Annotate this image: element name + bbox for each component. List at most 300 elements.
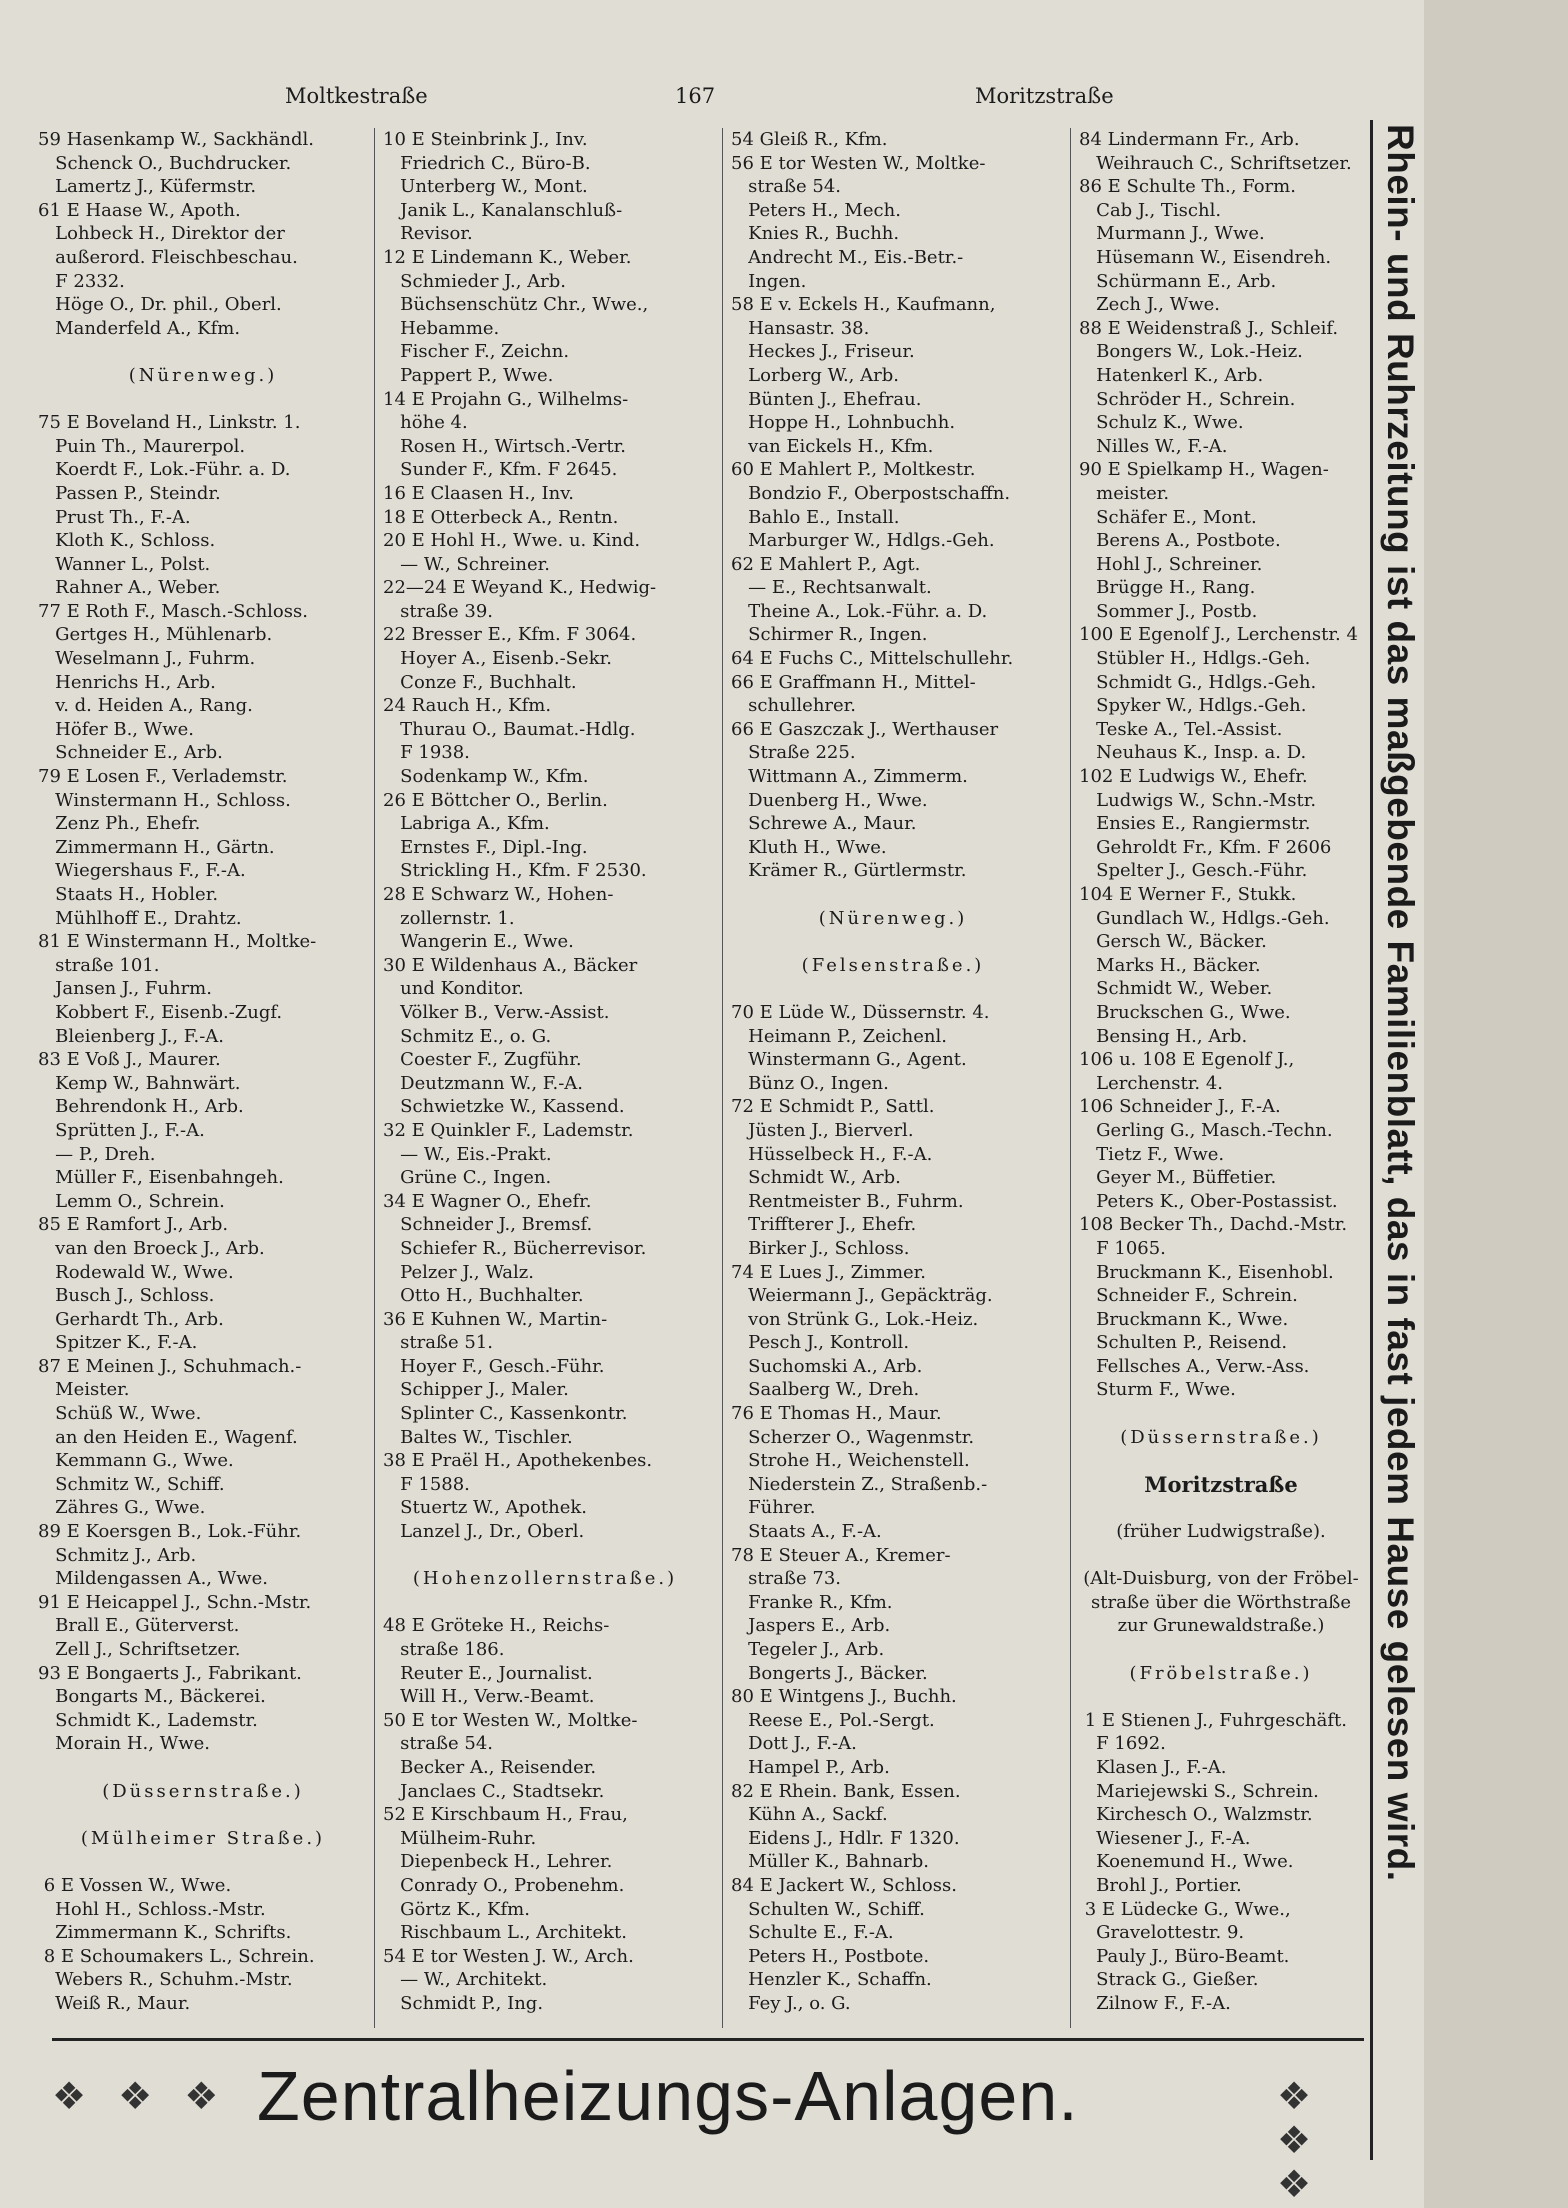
directory-entry: Teske A., Tel.-Assist. (1079, 718, 1283, 740)
directory-entry: 56 E tor Westen W., Moltke- (731, 152, 986, 174)
directory-entry: 85 E Ramfort J., Arb. (38, 1214, 229, 1236)
directory-entry: Will H., Verw.-Beamt. (383, 1686, 595, 1708)
directory-entry: v. d. Heiden A., Rang. (38, 695, 253, 717)
blank-line (38, 340, 368, 364)
directory-entry: 70 E Lüde W., Düssernstr. 4. (731, 1001, 990, 1023)
directory-entry: straße 39. (383, 600, 493, 622)
directory-entry: 8 E Schoumakers L., Schrein. (38, 1945, 315, 1967)
directory-entry: Spelter J., Gesch.-Führ. (1079, 860, 1308, 882)
directory-entry: 78 E Steuer A., Kremer- (731, 1544, 951, 1566)
directory-entry: — W., Eis.-Prakt. (383, 1143, 552, 1165)
directory-entry: Mülheim-Ruhr. (383, 1827, 537, 1849)
directory-entry: 75 E Boveland H., Linkstr. 1. (38, 412, 301, 434)
directory-entry: 66 E Gaszczak J., Werthauser (731, 718, 999, 740)
directory-entry: Thurau O., Baumat.-Hdlg. (383, 718, 636, 740)
directory-entry: Kirchesch O., Walzmstr. (1079, 1804, 1313, 1826)
directory-entry: Müller K., Bahnarb. (731, 1851, 930, 1873)
blank-line (1071, 1638, 1371, 1662)
directory-entry: Weiß R., Maur. (38, 1992, 191, 2014)
directory-entry: Bongers W., Lok.-Heiz. (1079, 341, 1303, 363)
directory-entry: Bensing H., Arb. (1079, 1025, 1248, 1047)
directory-entry: Zimmermann H., Gärtn. (38, 836, 275, 858)
directory-entry: Baltes W., Tischler. (383, 1426, 573, 1448)
blank-line (723, 883, 1063, 907)
directory-columns (38, 128, 1358, 2028)
directory-entry: Wiesener J., F.-A. (1079, 1827, 1251, 1849)
directory-entry: Fey J., o. G. (731, 1992, 851, 2014)
directory-entry: Sommer J., Postb. (1079, 600, 1258, 622)
directory-entry: Lanzel J., Dr., Oberl. (383, 1521, 585, 1543)
directory-entry: Reuter E., Journalist. (383, 1662, 593, 1684)
directory-entry: 59 Hasenkamp W., Sackhändl. (38, 129, 314, 150)
directory-entry: Jüsten J., Bierverl. (731, 1119, 914, 1141)
directory-entry: 83 E Voß J., Maurer. (38, 1049, 221, 1071)
directory-entry: Hohl J., Schreiner. (1079, 553, 1263, 575)
directory-entry: Schmidt W., Arb. (731, 1167, 901, 1189)
directory-entry: Geyer M., Büffetier. (1079, 1167, 1277, 1189)
page-edge (1424, 0, 1568, 2208)
directory-entry: Schneider E., Arb. (38, 742, 223, 764)
directory-entry: Schmitz E., o. G. (383, 1025, 552, 1047)
directory-entry: Jansen J., Fuhrm. (38, 978, 212, 1000)
directory-entry: Schneider F., Schrein. (1079, 1285, 1298, 1307)
directory-entry: Lemm O., Schrein. (38, 1190, 225, 1212)
directory-entry: 32 E Quinkler F., Lademstr. (383, 1119, 634, 1141)
blank-line (723, 930, 1063, 954)
side-banner (1370, 120, 1423, 2160)
directory-entry: 87 E Meinen J., Schuhmach.- (38, 1355, 302, 1377)
blank-line (1071, 1496, 1371, 1520)
directory-entry: Marks H., Bäcker. (1079, 954, 1261, 976)
directory-entry: Hüsselbeck H., F.-A. (731, 1143, 933, 1165)
directory-entry: Bongerts J., Bäcker. (731, 1662, 928, 1684)
directory-entry: Bünten J., Ehefrau. (731, 388, 922, 410)
directory-entry: Lohbeck H., Direktor der (38, 223, 285, 245)
directory-entry: 34 E Wagner O., Ehefr. (383, 1190, 592, 1212)
directory-entry: 91 E Heicappel J., Schn.-Mstr. (38, 1591, 312, 1613)
directory-entry: meister. (1079, 482, 1170, 504)
directory-entry: straße 101. (38, 954, 160, 976)
directory-entry: Unterberg W., Mont. (383, 176, 588, 198)
directory-entry: F 1588. (383, 1473, 470, 1495)
directory-entry: Brohl J., Portier. (1079, 1874, 1242, 1896)
directory-entry: Franke R., Kfm. (731, 1591, 893, 1613)
directory-entry: Labriga A., Kfm. (383, 813, 550, 835)
directory-entry: Schenck O., Buchdrucker. (38, 152, 292, 174)
directory-entry: Wangerin E., Wwe. (383, 931, 574, 953)
directory-entry: Lamertz J., Küfermstr. (38, 176, 257, 198)
directory-entry: Dott J., F.-A. (731, 1733, 857, 1755)
directory-entry: 54 E tor Westen J. W., Arch. (383, 1945, 634, 1967)
directory-entry: von Strünk G., Lok.-Heiz. (731, 1308, 979, 1330)
directory-entry: Murmann J., Wwe. (1079, 223, 1265, 245)
directory-entry: Schipper J., Maler. (383, 1379, 569, 1401)
directory-entry: 66 E Graffmann H., Mittel- (731, 671, 976, 693)
directory-entry: Straße 225. (731, 742, 856, 764)
side-banner-text: Rhein- und Ruhrzeitung ist das maßgebende Familienblatt, das in fast jedem Hause gelesen wird. (1380, 124, 1421, 1882)
directory-entry: Bongarts M., Bäckerei. (38, 1686, 266, 1708)
blank-line (1071, 1685, 1371, 1709)
column-1 (38, 128, 368, 2028)
directory-entry: Saalberg W., Dreh. (731, 1379, 920, 1401)
directory-entry: Müller F., Eisenbahngeh. (38, 1167, 284, 1189)
directory-entry: an den Heiden E., Wagenf. (38, 1426, 298, 1448)
directory-entry: Zimmermann K., Schrifts. (38, 1922, 292, 1944)
directory-entry: Ingen. (731, 270, 807, 292)
directory-entry: Mildengassen A., Wwe. (38, 1568, 269, 1590)
directory-entry: Cab J., Tischl. (1079, 199, 1222, 221)
directory-entry: Gerling G., Masch.-Techn. (1079, 1119, 1333, 1141)
directory-entry: (Alt-Duisburg, von der Fröbel- (1083, 1568, 1359, 1590)
cross-street-marker: (Hohenzollernstraße.) (412, 1568, 678, 1590)
directory-entry: Lerchenstr. 4. (1079, 1072, 1224, 1094)
blank-line (38, 1850, 368, 1874)
directory-entry: 82 E Rhein. Bank, Essen. (731, 1780, 961, 1802)
directory-entry: 100 E Egenolf J., Lerchenstr. 4 (1079, 624, 1358, 646)
directory-entry: Gerhardt Th., Arb. (38, 1308, 224, 1330)
footer-divider (52, 2038, 1364, 2041)
cross-street-marker: (Nürenweg.) (128, 364, 278, 386)
page-number: 167 (675, 84, 716, 108)
directory-entry: 58 E v. Eckels H., Kaufmann, (731, 294, 996, 316)
directory-entry: Peters K., Ober-Postassist. (1079, 1190, 1338, 1212)
directory-entry: Scherzer O., Wagenmstr. (731, 1426, 975, 1448)
directory-entry: 102 E Ludwigs W., Ehefr. (1079, 766, 1308, 788)
directory-entry: Peters H., Mech. (731, 199, 901, 221)
directory-entry: 48 E Gröteke H., Reichs- (383, 1615, 610, 1637)
cross-street-marker: (Mülheimer Straße.) (80, 1827, 326, 1849)
directory-entry: 80 E Wintgens J., Buchh. (731, 1686, 957, 1708)
directory-entry: Kluth H., Wwe. (731, 836, 887, 858)
directory-entry: Jaspers E., Arb. (731, 1615, 891, 1637)
directory-entry: 104 E Werner F., Stukk. (1079, 884, 1297, 905)
directory-entry: Sunder F., Kfm. F 2645. (383, 459, 618, 481)
directory-entry: Becker A., Reisender. (383, 1756, 597, 1778)
directory-entry: schullehrer. (731, 695, 857, 717)
directory-entry: Spyker W., Hdlgs.-Geh. (1079, 695, 1307, 717)
directory-entry: Pauly J., Büro-Beamt. (1079, 1945, 1290, 1967)
directory-entry: Schmieder J., Arb. (383, 270, 566, 292)
directory-entry: 30 E Wildenhaus A., Bäcker (383, 954, 638, 976)
directory-entry: Klasen J., F.-A. (1079, 1756, 1227, 1778)
directory-entry: Schmidt K., Lademstr. (38, 1709, 258, 1731)
directory-entry: 38 E Praël H., Apothekenbes. (383, 1450, 653, 1472)
directory-entry: 22 Bresser E., Kfm. F 3064. (383, 624, 637, 646)
directory-entry: Meister. (38, 1379, 130, 1401)
footer-advertisement (52, 2042, 1364, 2206)
directory-entry: Bruckschen G., Wwe. (1079, 1001, 1291, 1023)
directory-entry: Staats H., Hobler. (38, 884, 219, 905)
directory-entry: Bruckmann K., Eisenhobl. (1079, 1261, 1334, 1283)
directory-entry: Knies R., Buchh. (731, 223, 900, 245)
directory-entry: Gersch W., Bäcker. (1079, 931, 1267, 953)
directory-entry: (früher Ludwigstraße). (1116, 1521, 1326, 1543)
directory-entry: Birker J., Schloss. (731, 1237, 910, 1259)
directory-entry: Janclaes C., Stadtsekr. (383, 1780, 605, 1802)
directory-entry: Stuertz W., Apothek. (383, 1497, 588, 1519)
directory-entry: 54 Gleiß R., Kfm. (731, 129, 888, 150)
directory-entry: Schmidt P., Ing. (383, 1992, 544, 2014)
directory-entry: 1 E Stienen J., Fuhrgeschäft. (1079, 1709, 1347, 1731)
blank-line (38, 388, 368, 412)
directory-entry: Henrichs H., Arb. (38, 671, 216, 693)
directory-entry: Strickling H., Kfm. F 2530. (383, 860, 647, 882)
directory-entry: Kühn A., Sackf. (731, 1804, 888, 1826)
directory-entry: Peters H., Postbote. (731, 1945, 930, 1967)
directory-entry: Kobbert F., Eisenb.-Zugf. (38, 1001, 283, 1023)
directory-entry: Führer. (731, 1497, 816, 1519)
blank-line (723, 977, 1063, 1001)
cross-street-marker: (Düssernstraße.) (102, 1780, 304, 1802)
directory-entry: Weihrauch C., Schriftsetzer. (1079, 152, 1352, 174)
directory-entry: Nilles W., F.-A. (1079, 435, 1228, 457)
directory-entry: 106 Schneider J., F.-A. (1079, 1096, 1281, 1118)
directory-entry: Staats A., F.-A. (731, 1521, 882, 1543)
directory-entry: 86 E Schulte Th., Form. (1079, 176, 1296, 198)
directory-entry: Henzler K., Schaffn. (731, 1969, 932, 1991)
directory-entry: Zilnow F., F.-A. (1079, 1992, 1231, 2014)
directory-entry: Coester F., Zugführ. (383, 1049, 582, 1071)
directory-entry: 18 E Otterbeck A., Rentn. (383, 506, 619, 528)
blank-line (1071, 1544, 1371, 1568)
directory-entry: Pesch J., Kontroll. (731, 1332, 910, 1354)
directory-entry: Ensies E., Rangiermstr. (1079, 813, 1311, 835)
directory-entry: Hoppe H., Lohnbuchh. (731, 412, 956, 434)
directory-entry: 22—24 E Weyand K., Hedwig- (383, 577, 657, 599)
directory-entry: Grüne C., Ingen. (383, 1167, 552, 1189)
directory-entry: Fischer F., Zeichn. (383, 341, 570, 363)
directory-entry: Büchsenschütz Chr., Wwe., (383, 294, 649, 316)
directory-entry: Triffterer J., Ehefr. (731, 1214, 917, 1236)
directory-entry: 61 E Haase W., Apoth. (38, 199, 241, 221)
directory-entry: Prust Th., F.-A. (38, 506, 191, 528)
directory-entry: 10 E Steinbrink J., Inv. (383, 129, 588, 150)
directory-entry: Revisor. (383, 223, 473, 245)
directory-entry: Niederstein Z., Straßenb.- (731, 1473, 988, 1495)
cross-street-marker: (Nürenweg.) (818, 907, 968, 929)
directory-entry: Brügge H., Rang. (1079, 577, 1256, 599)
directory-entry: Splinter C., Kassenkontr. (383, 1403, 628, 1425)
directory-entry: Marburger W., Hdlgs.-Geh. (731, 530, 995, 552)
directory-entry: 6 E Vossen W., Wwe. (38, 1874, 232, 1896)
directory-entry: Hansastr. 38. (731, 317, 870, 339)
header-left-street: Moltkestraße (285, 84, 428, 108)
cross-street-marker: (Düssernstraße.) (1120, 1426, 1322, 1448)
blank-line (375, 1544, 715, 1568)
footer-ad-text: Zentralheizungs-Anlagen. (257, 2057, 1079, 2135)
directory-entry: Heckes J., Friseur. (731, 341, 915, 363)
directory-entry: 108 Becker Th., Dachd.-Mstr. (1079, 1214, 1348, 1236)
directory-entry: Hampel P., Arb. (731, 1756, 890, 1778)
directory-entry: Schulz K., Wwe. (1079, 412, 1244, 434)
directory-entry: F 1938. (383, 742, 470, 764)
directory-entry: 20 E Hohl H., Wwe. u. Kind. (383, 530, 641, 552)
street-title: Moritzstraße (1144, 1471, 1298, 1497)
blank-line (38, 1756, 368, 1780)
directory-entry: 24 Rauch H., Kfm. (383, 695, 552, 717)
directory-entry: 3 E Lüdecke G., Wwe., (1079, 1898, 1291, 1920)
directory-entry: 89 E Koersgen B., Lok.-Führ. (38, 1521, 302, 1543)
directory-entry: Fellsches A., Verw.-Ass. (1079, 1355, 1310, 1377)
directory-entry: Conze F., Buchhalt. (383, 671, 577, 693)
directory-entry: Schwietzke W., Kassend. (383, 1096, 625, 1118)
directory-entry: Wittmann A., Zimmerm. (731, 766, 968, 788)
directory-entry: Höge O., Dr. phil., Oberl. (38, 294, 282, 316)
directory-entry: 52 E Kirschbaum H., Frau, (383, 1804, 628, 1826)
directory-entry: Gundlach W., Hdlgs.-Geh. (1079, 907, 1330, 929)
directory-entry: Andrecht M., Eis.-Betr.- (731, 246, 964, 268)
directory-entry: van Eickels H., Kfm. (731, 435, 934, 457)
directory-entry: 36 E Kuhnen W., Martin- (383, 1308, 608, 1330)
directory-entry: Spitzer K., F.-A. (38, 1332, 198, 1354)
directory-entry: straße 54. (383, 1733, 493, 1755)
ornament-left-icon: ❖ ❖ ❖ (52, 2074, 229, 2118)
directory-entry: Tegeler J., Arb. (731, 1639, 885, 1660)
directory-entry: Janik L., Kanalanschluß- (383, 199, 623, 221)
directory-entry: Schulten P., Reisend. (1079, 1332, 1288, 1354)
directory-entry: 50 E tor Westen W., Moltke- (383, 1709, 638, 1731)
directory-entry: Schiefer R., Bücherrevisor. (383, 1237, 647, 1259)
directory-entry: Schäfer E., Mont. (1079, 506, 1257, 528)
directory-entry: — E., Rechtsanwalt. (731, 577, 932, 599)
directory-entry: Reese E., Pol.-Sergt. (731, 1709, 935, 1731)
directory-entry: Morain H., Wwe. (38, 1733, 210, 1755)
directory-entry: straße 186. (383, 1639, 505, 1660)
directory-entry: F 1692. (1079, 1733, 1166, 1755)
directory-entry: Sodenkamp W., Kfm. (383, 766, 589, 788)
directory-entry: Rodewald W., Wwe. (38, 1261, 234, 1283)
directory-entry: straße 54. (731, 176, 841, 198)
directory-entry: Schürmann E., Arb. (1079, 270, 1277, 292)
directory-entry: straße 73. (731, 1568, 841, 1590)
directory-entry: Höfer B., Wwe. (38, 718, 195, 740)
directory-entry: 62 E Mahlert P., Agt. (731, 553, 921, 575)
directory-entry: Wiegershaus F., F.-A. (38, 860, 246, 882)
directory-entry: Bruckmann K., Wwe. (1079, 1308, 1289, 1330)
directory-entry: Duenberg H., Wwe. (731, 789, 928, 811)
directory-entry: Rahner A., Weber. (38, 577, 221, 599)
cross-street-marker: (Fröbelstraße.) (1129, 1662, 1313, 1684)
directory-entry: Bleienberg J., F.-A. (38, 1025, 225, 1047)
directory-entry: Bondzio F., Oberpostschaffn. (731, 482, 1011, 504)
directory-entry: Schmitz W., Schiff. (38, 1473, 225, 1495)
ornament-right-icon: ❖ ❖ ❖ (1277, 2074, 1322, 2206)
directory-entry: 74 E Lues J., Zimmer. (731, 1261, 927, 1283)
directory-entry: Ludwigs W., Schn.-Mstr. (1079, 789, 1317, 811)
directory-entry: Passen P., Steindr. (38, 482, 221, 504)
directory-entry: Webers R., Schuhm.-Mstr. (38, 1969, 293, 1991)
directory-entry: Pappert P., Wwe. (383, 364, 554, 386)
directory-entry: Berens A., Postbote. (1079, 530, 1281, 552)
directory-entry: Rentmeister B., Fuhrm. (731, 1190, 964, 1212)
directory-entry: 26 E Böttcher O., Berlin. (383, 789, 608, 811)
directory-entry: straße über die Wörthstraße (1091, 1591, 1351, 1613)
directory-entry: Gehroldt Fr., Kfm. F 2606 (1079, 836, 1332, 858)
directory-entry: 77 E Roth F., Masch.-Schloss. (38, 600, 308, 622)
directory-entry: Wanner L., Polst. (38, 553, 211, 575)
directory-entry: Pelzer J., Walz. (383, 1261, 534, 1283)
directory-entry: Brall E., Güterverst. (38, 1615, 240, 1637)
directory-entry: F 1065. (1079, 1237, 1166, 1259)
directory-entry: 106 u. 108 E Egenolf J., (1079, 1049, 1295, 1071)
column-3 (722, 128, 1063, 2028)
directory-entry: Heimann P., Zeichenl. (731, 1025, 947, 1047)
directory-entry: Otto H., Buchhalter. (383, 1285, 584, 1307)
directory-entry: — W., Architekt. (383, 1969, 548, 1991)
directory-entry: Rosen H., Wirtsch.-Vertr. (383, 435, 626, 457)
directory-entry: Winstermann H., Schloss. (38, 789, 291, 811)
directory-entry: Conrady O., Probenehm. (383, 1874, 625, 1896)
directory-entry: Zähres G., Wwe. (38, 1497, 206, 1519)
directory-entry: Strohe H., Weichenstell. (731, 1450, 970, 1472)
directory-entry: Stübler H., Hdlgs.-Geh. (1079, 648, 1311, 670)
directory-entry: Mariejewski S., Schrein. (1079, 1780, 1319, 1802)
directory-entry: Strack G., Gießer. (1079, 1969, 1259, 1991)
directory-entry: 81 E Winstermann H., Moltke- (38, 931, 317, 953)
directory-entry: Sturm F., Wwe. (1079, 1379, 1236, 1401)
directory-entry: van den Broeck J., Arb. (38, 1237, 265, 1259)
directory-entry: Rischbaum L., Architekt. (383, 1922, 627, 1944)
directory-entry: 14 E Projahn G., Wilhelms- (383, 388, 629, 410)
directory-entry: Friedrich C., Büro-B. (383, 152, 591, 174)
directory-entry: 84 E Jackert W., Schloss. (731, 1874, 957, 1896)
directory-entry: Kloth K., Schloss. (38, 530, 216, 552)
directory-entry: Busch J., Schloss. (38, 1285, 215, 1307)
directory-entry: und Konditor. (383, 978, 524, 1000)
directory-entry: Gravelottestr. 9. (1079, 1922, 1245, 1944)
directory-entry: 72 E Schmidt P., Sattl. (731, 1096, 935, 1118)
directory-entry: höhe 4. (383, 412, 468, 434)
directory-entry: 64 E Fuchs C., Mittelschullehr. (731, 648, 1014, 670)
directory-entry: Gertges H., Mühlenarb. (38, 624, 273, 646)
directory-entry: Koenemund H., Wwe. (1079, 1851, 1294, 1873)
directory-entry: Schmitz J., Arb. (38, 1544, 197, 1566)
directory-entry: 88 E Weidenstraß J., Schleif. (1079, 317, 1339, 339)
directory-entry: Diepenbeck H., Lehrer. (383, 1851, 613, 1873)
directory-entry: Schmidt W., Weber. (1079, 978, 1273, 1000)
directory-entry: Völker B., Verw.-Assist. (383, 1001, 610, 1023)
directory-entry: 28 E Schwarz W., Hohen- (383, 884, 614, 905)
directory-entry: 76 E Thomas H., Maur. (731, 1403, 942, 1425)
directory-entry: zur Grunewaldstraße.) (1117, 1615, 1325, 1637)
blank-line (1071, 1449, 1371, 1473)
directory-entry: Mühlhoff E., Drahtz. (38, 907, 242, 929)
directory-entry: Manderfeld A., Kfm. (38, 317, 241, 339)
directory-entry: Schulten W., Schiff. (731, 1898, 925, 1920)
directory-entry: Schirmer R., Ingen. (731, 624, 928, 646)
directory-entry: Hoyer F., Gesch.-Führ. (383, 1355, 605, 1377)
blank-line (375, 1591, 715, 1615)
directory-entry: Theine A., Lok.-Führ. a. D. (731, 600, 988, 622)
directory-entry: straße 51. (383, 1332, 493, 1354)
directory-entry: Schulte E., F.-A. (731, 1922, 894, 1944)
directory-entry: Suchomski A., Arb. (731, 1355, 923, 1377)
directory-entry: Bahlo E., Install. (731, 506, 900, 528)
directory-entry: Deutzmann W., F.-A. (383, 1072, 583, 1094)
directory-entry: Tietz F., Wwe. (1079, 1143, 1225, 1165)
directory-entry: 84 Lindermann Fr., Arb. (1079, 129, 1300, 150)
column-2 (374, 128, 715, 2028)
directory-entry: 79 E Losen F., Verlademstr. (38, 766, 288, 788)
directory-entry: Schneider J., Bremsf. (383, 1214, 593, 1236)
directory-entry: 12 E Lindemann K., Weber. (383, 246, 632, 268)
directory-entry: Krämer R., Gürtlermstr. (731, 860, 967, 882)
directory-entry: Behrendonk H., Arb. (38, 1096, 244, 1118)
directory-entry: Sprütten J., F.-A. (38, 1119, 205, 1141)
directory-entry: Schröder H., Schrein. (1079, 388, 1296, 410)
directory-entry: außerord. Fleischbeschau. (38, 246, 298, 268)
blank-line (1071, 1402, 1371, 1426)
